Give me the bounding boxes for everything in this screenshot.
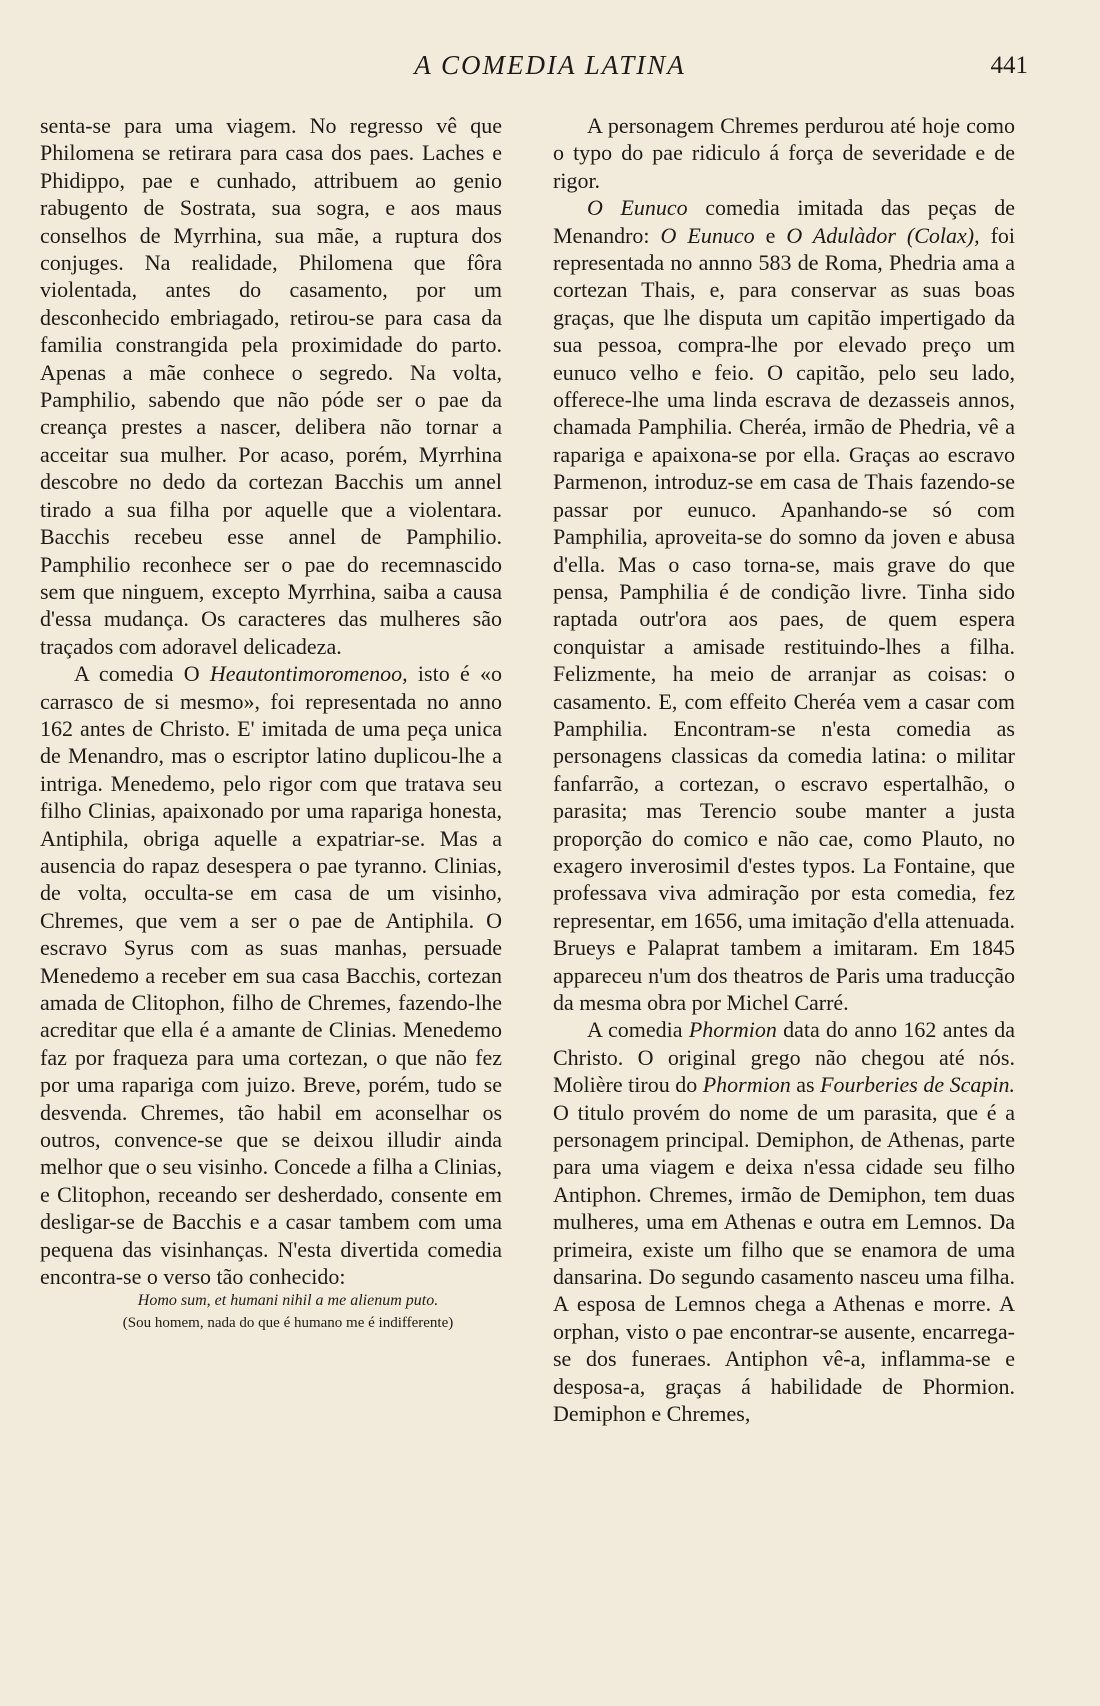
text-run: comedia imitada das peças de Menandro:	[553, 195, 1015, 248]
running-title: A COMEDIA LATINA	[414, 50, 686, 80]
text-run: foi representada no annno 583 de Roma, Phedria ama a cortezan Thais, e, para conservar as suas boas graças, que lhe disputa um capitão impertigado da sua pessoa, compra-lhe por elevado preço um eunuco velho e feio. O capitão, pelo seu lado, offerece-lhe uma linda escrava de dezasseis annos, chamada Pamphilia. Cheréa, irmão de Phedria, vê a rapariga e apaixona-se por ella. Graças ao escravo Parmenon, introduz-se em casa de Thais fazendo-se passar por eunuco. Apanhando-se só com Pamphilia, aproveita-se do somno da joven e abusa d'ella. Mas o caso torna-se, mais grave do que pensa, Pamphilia é de condição livre. Tinha sido raptada outr'ora aos paes, de quem espera conquistar a amisade restituindo-lhes a filha. Felizmente, ha meio de arranjar as coisas: o casamento. E, com effeito Cheréa vem a casar com Pamphilia. Encontram-se n'esta comedia as personagens classicas da comedia latina: o militar fanfarrão, a cortezan, o escravo espertalhão, o parasita; mas Terencio soube manter a justa proporção do comico e não cae, como Plauto, no exagero inverosimil d'estes typos. La Fontaine, que professava viva admiração por esta comedia, fez representar, em 1656, uma imitação d'ella attenuada. Brueys e Palaprat tambem a imitaram. Em 1845 appareceu n'um dos theatros de Paris uma traducção da mesma obra por Michel Carré.	[553, 222, 1016, 1015]
play-title: O Eunuco	[660, 222, 755, 248]
left-column	[40, 112, 502, 1334]
running-head	[0, 50, 1100, 90]
play-title: Phormion	[702, 1072, 791, 1098]
latin-quote: Homo sum, et humani nihil a me alienum puto.	[137, 1292, 439, 1310]
left-paragraph-1: senta-se para uma viagem. No regresso vê que Philomena se retirara para casa dos paes. Laches e Phidippo, pae e cunhado, attribuem ao genio rabugento de Sostrata, sua sogra, e aos maus conselhos de Myrrhina, sua mãe, a ruptura dos conjuges. Na realidade, Philomena que fôra violentada, antes do casamento, por um desconhecido embriagado, retirou-se para casa da familia constrangida pela proximidade do parto. Apenas a mãe conhece o segredo. Na volta, Pamphilio, sabendo que não póde ser o pae da creança prestes a nascer, delibera não tornar a acceitar sua mulher. Por acaso, porém, Myrrhina descobre no dedo da cortezan Bacchis um annel tirado a sua filha por aquelle que a violentara. Bacchis recebeu esse annel de Pamphilio. Pamphilio reconhece ser o pae do recemnascido sem que ninguem, excepto Myrrhina, saiba a causa d'essa mudança. Os caracteres das mulheres são traçados com adoravel delicadeza.	[40, 113, 502, 659]
left-paragraph-2	[40, 660, 502, 1290]
text-run: A comedia	[587, 1017, 689, 1043]
text-run: e	[754, 222, 787, 248]
play-title: Heautontimoromenoo,	[209, 661, 408, 687]
play-title: O Adulàdor (Colax),	[786, 222, 980, 248]
right-paragraph-3	[553, 1016, 1015, 1427]
text-run: data do anno 162 antes da Christo. O original grego não chegou até nós. Molière tirou do	[553, 1017, 1016, 1098]
text-run: O titulo provém do nome de um parasita, que é a personagem principal. Demiphon, de Athenas, parte para uma viagem e deixa n'essa cidade seu filho Antiphon. Chremes, irmão de Demiphon, tem duas mulheres, uma em Athenas e outra em Lemnos. Da primeira, existe um filho que se enamora de uma dansarina. Do segundo casamento nasceu uma filha. A esposa de Lemnos chega a Athenas e morre. A orphan, visto o pae encontrar-se ausente, encarrega-se dos funeraes. Antiphon vê-a, inflamma-se e desposa-a, graças á habilidade de Phormion. Demiphon e Chremes,	[553, 1099, 1015, 1427]
play-title: Fourberies de Scapin.	[820, 1072, 1016, 1098]
text-run: as	[790, 1072, 821, 1098]
quote-translation: (Sou homem, nada do que é humano me é indifferente)	[122, 1315, 454, 1332]
text-run: isto é «o carrasco de si mesmo», foi representada no anno 162 antes de Christo. E' imitada de uma peça unica de Menandro, mas o escriptor latino duplicou-lhe a intriga. Menedemo, pelo rigor com que tratava seu filho Clinias, apaixonado por uma rapariga honesta, Antiphila, obriga aquelle a expatriar-se. Mas a ausencia do rapaz desespera o pae tyranno. Clinias, de volta, occulta-se em casa de um visinho, Chremes, que vem a ser o pae de Antiphila. O escravo Syrus com as suas manhas, persuade Menedemo a receber em sua casa Bacchis, cortezan amada de Clitophon, filho de Chremes, fazendo-lhe acreditar que ella é a amante de Clinias. Menedemo faz por fraqueza para uma cortezan, o que não fez por uma rapariga com juizo. Breve, porém, tudo se desvenda. Chremes, tão habil em aconselhar os outros, convence-se que se deixou illudir ainda melhor que o seu visinho. Concede a filha a Clinias, e Clitophon, receando ser desherdado, consente em desligar-se de Bacchis e a casar tambem com uma pequena das visinhanças. N'esta divertida comedia encontra-se o verso tão conhecido:	[40, 661, 502, 1290]
play-title: O Eunuco	[587, 195, 688, 221]
page-number: 441	[990, 52, 1028, 79]
right-paragraph-2	[553, 194, 1015, 1016]
right-column	[553, 112, 1015, 1428]
play-title: Phormion	[688, 1017, 777, 1043]
text-run: A comedia O	[74, 661, 210, 687]
right-paragraph-1: A personagem Chremes perdurou até hoje como o typo do pae ridiculo á força de severidade e de rigor.	[553, 113, 1015, 193]
